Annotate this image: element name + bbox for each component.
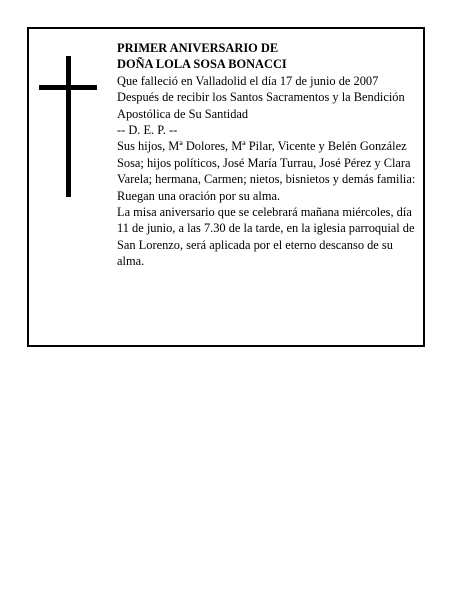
cross-horizontal-bar [39, 85, 97, 90]
prayer-request: Ruegan una oración por su alma. [117, 188, 281, 203]
sacraments-info: Después de recibir los Santos Sacramentos y la Bendición Apostólica de Su Santidad [117, 90, 405, 121]
rip-line: -- D. E. P. -- [117, 123, 178, 138]
family-list: Sus hijos, Mª Dolores, Mª Pilar, Vicente y Belén González Sosa; hijos políticos, José María Turrau, José Pérez y Clara Varela; hermana, Carmen; nietos, bisnietos y demás familia: [117, 139, 416, 187]
notice-text [117, 40, 417, 270]
obituary-notice [27, 27, 425, 347]
death-info: Que falleció en Valladolid el día 17 de junio de 2007 [117, 73, 379, 88]
mass-info: La misa aniversario que se celebrará mañana miércoles, día 11 de junio, a las 7.30 de la tarde, en la iglesia parroquial de San Lorenzo, será aplicada por el eterno descanso de su alma. [117, 205, 415, 269]
notice-heading-line1: PRIMER ANIVERSARIO DE [117, 41, 279, 55]
notice-heading-line2: DOÑA LOLA SOSA BONACCI [117, 57, 287, 72]
cross-vertical-bar [66, 56, 71, 197]
